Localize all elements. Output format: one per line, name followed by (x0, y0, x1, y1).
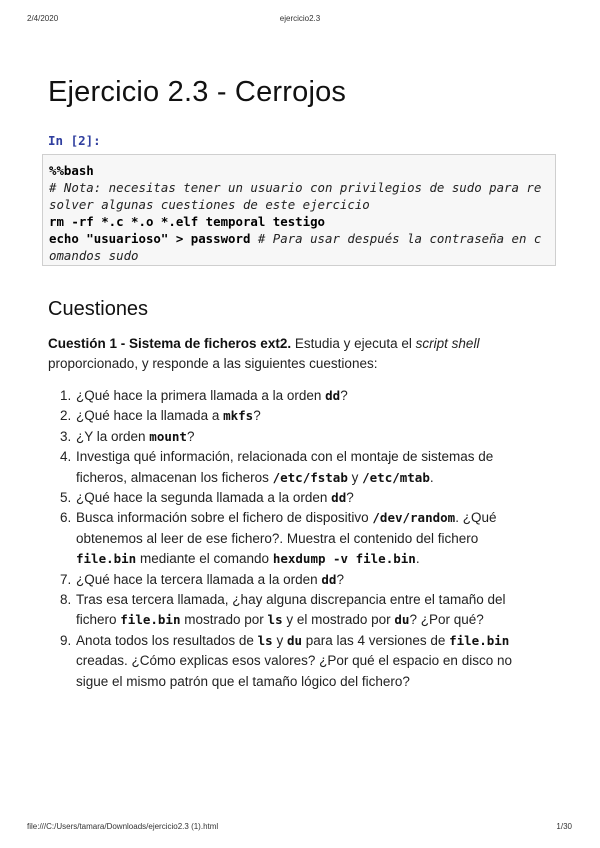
list-item (48, 631, 548, 692)
list-item (48, 488, 548, 508)
intro-text: Estudia y ejecuta el (291, 336, 416, 351)
list-number: 3. (60, 428, 72, 444)
list-item (48, 447, 548, 488)
list-number: 4. (60, 449, 72, 465)
list-number: 6. (60, 510, 72, 526)
print-doc-title: ejercicio2.3 (279, 14, 321, 23)
question-text: creadas. ¿Cómo explicas esos valores? ¿Por qué el espacio en disco no (76, 653, 512, 669)
print-file-path: file:///C:/Users/tamara/Downloads/ejercicio2.3 (1).html (27, 822, 219, 831)
inline-code: hexdump -v file.bin (272, 551, 416, 567)
inline-code: /etc/fstab (272, 469, 348, 485)
question-text: ¿Qué hace la primera llamada a la orden (76, 388, 326, 403)
question-text: ficheros, almacenan los ficheros (76, 469, 273, 485)
inline-code: ls (257, 632, 273, 648)
question-text: ? (336, 571, 344, 587)
inline-code: mount (149, 428, 187, 444)
list-item (48, 570, 548, 590)
code-line (49, 230, 549, 247)
code-line: rm -rf *.c *.o *.elf temporal testigo (49, 214, 326, 229)
inline-code: du (286, 632, 303, 648)
inline-code: du (394, 612, 410, 628)
list-number: 9. (60, 632, 72, 648)
question-text: . (429, 469, 434, 485)
list-number: 5. (60, 490, 72, 506)
inline-code: ls (267, 612, 283, 628)
inline-code: file.bin (76, 551, 137, 567)
cell-prompt: In [2]: (48, 133, 101, 148)
list-number: 7. (60, 571, 72, 587)
question-text: ? (346, 490, 354, 506)
intro-paragraph (48, 334, 548, 374)
question-text: ? ¿Por qué? (409, 612, 484, 628)
question-text: Busca información sobre el fichero de dispositivo (76, 510, 373, 526)
question-text: obtenemos al leer de ese fichero?. Muestra el contenido del fichero (76, 530, 479, 546)
list-item (48, 406, 548, 426)
inline-code: /dev/random (372, 510, 456, 526)
print-date: 2/4/2020 (27, 14, 59, 23)
code-cell (42, 154, 556, 266)
inline-code: dd (325, 388, 341, 403)
inline-code: dd (321, 571, 337, 587)
question-text: sigue el mismo patrón que el tamaño lógico del fichero? (76, 673, 410, 689)
intro-italic: script shell (415, 336, 480, 351)
code-line: %%bash (49, 163, 94, 178)
question-text: ? (253, 408, 261, 424)
inline-code: file.bin (120, 612, 181, 628)
question-text: ¿Qué hace la segunda llamada a la orden (76, 490, 332, 506)
question-text: Tras esa tercera llamada, ¿hay alguna discrepancia entre el tamaño del (76, 592, 506, 608)
question-text: ¿Qué hace la tercera llamada a la orden (76, 571, 322, 587)
question-text: . (415, 551, 420, 567)
question-heading: Cuestión 1 - Sistema de ficheros ext2. (48, 336, 292, 351)
list-number: 1. (60, 388, 72, 403)
questions-list (48, 386, 548, 692)
inline-code: mkfs (223, 408, 254, 424)
list-item (48, 386, 548, 406)
list-item (48, 590, 548, 631)
question-text: ? (186, 428, 195, 444)
question-text: fichero (76, 612, 121, 628)
list-number: 8. (60, 592, 72, 608)
code-comment: # Nota: necesitas tener un usuario con privilegios de sudo para re (49, 180, 542, 195)
code-comment: solver algunas cuestiones de este ejercicio (49, 197, 370, 212)
question-text: ¿Qué hace la llamada a (76, 408, 224, 424)
question-text: ? (340, 388, 348, 403)
question-text: y (347, 469, 363, 485)
question-text: y (272, 632, 287, 648)
page-title: Ejercicio 2.3 - Cerrojos (48, 76, 347, 108)
inline-code: dd (331, 490, 347, 506)
inline-code: file.bin (449, 632, 510, 648)
question-text: y el mostrado por (282, 612, 395, 628)
list-item (48, 508, 548, 569)
question-text: ¿Y la orden (76, 428, 150, 444)
question-text: mediante el comando (136, 551, 273, 567)
question-text: Anota todos los resultados de (76, 632, 258, 648)
code-comment: omandos sudo (49, 248, 139, 263)
code-command: echo "usuarioso" > password (49, 231, 258, 246)
list-number: 2. (60, 408, 72, 424)
question-text: Investiga qué información, relacionada con el montaje de sistemas de (76, 449, 494, 465)
question-text: . ¿Qué (455, 510, 497, 526)
inline-code: /etc/mtab (362, 469, 430, 485)
question-text: para las 4 versiones de (302, 632, 450, 648)
question-text: mostrado por (180, 612, 268, 628)
intro-text: proporcionado, y responde a las siguientes cuestiones: (48, 356, 378, 371)
section-title: Cuestiones (48, 298, 149, 320)
print-page-number: 1/30 (556, 822, 572, 831)
code-comment: # Para usar después la contraseña en c (257, 231, 542, 246)
list-item (48, 427, 548, 447)
